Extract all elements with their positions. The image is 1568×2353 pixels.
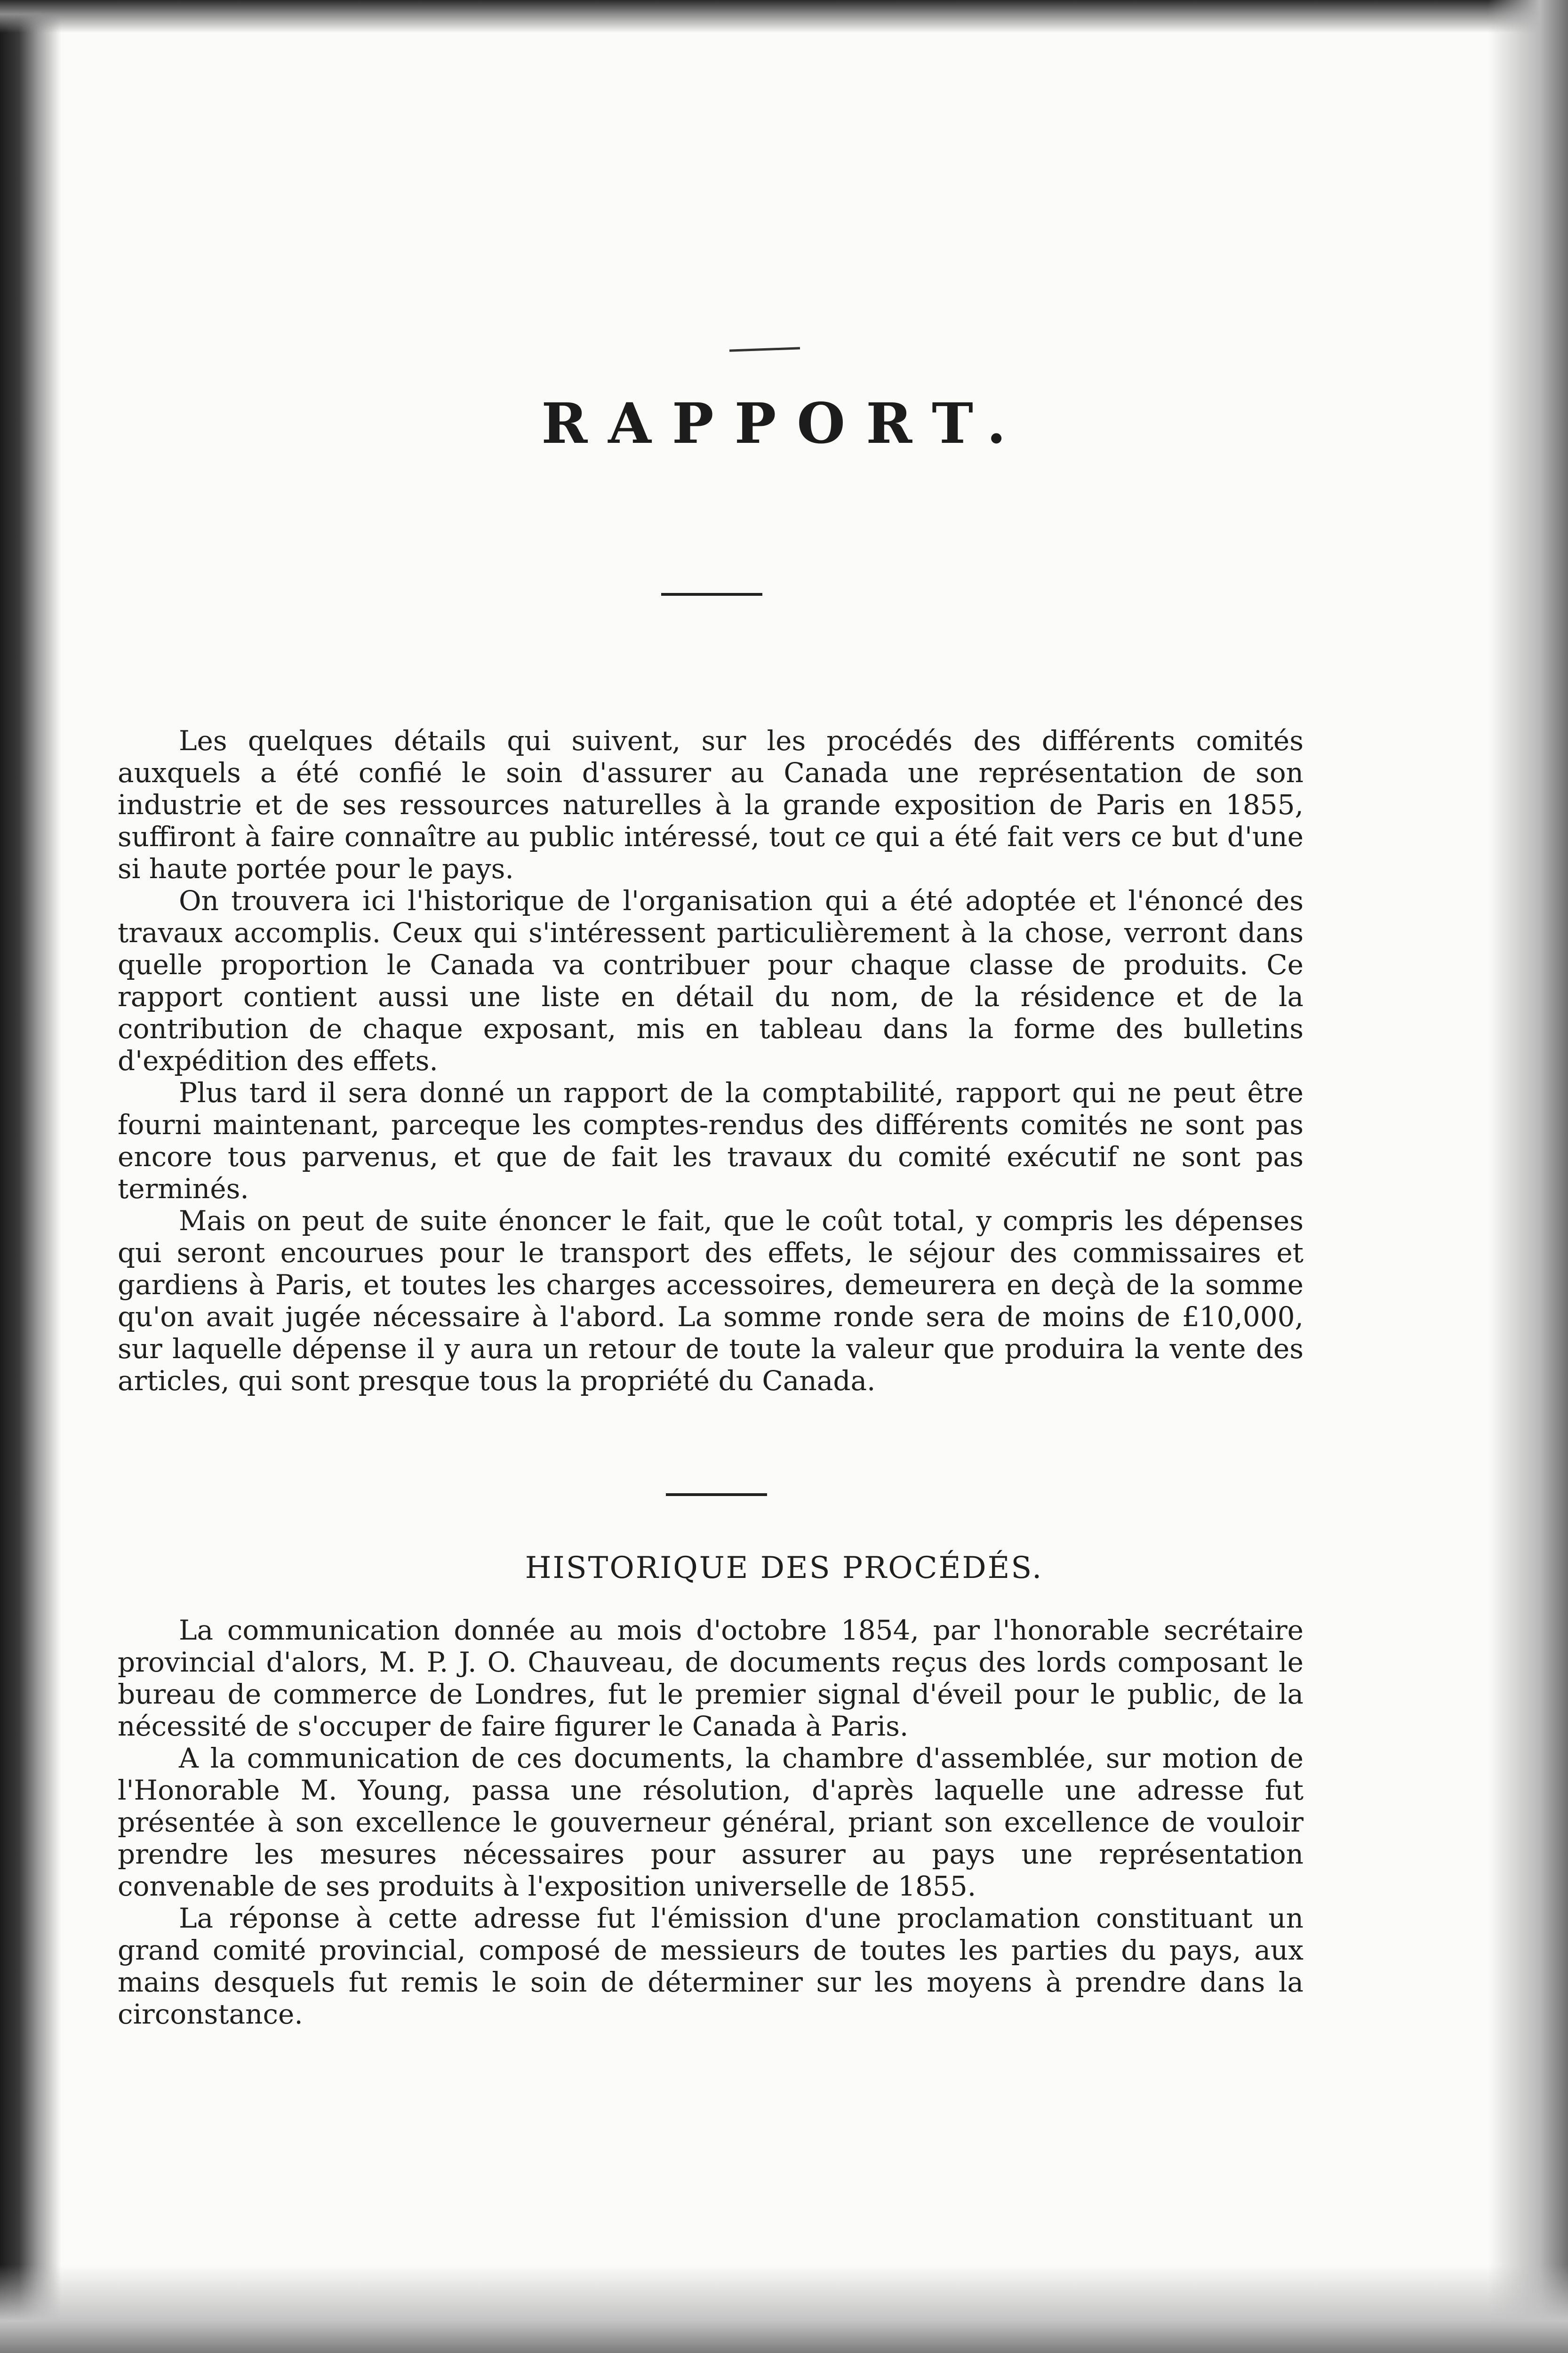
section-heading: HISTORIQUE DES PROCÉDÉS.	[525, 1551, 1043, 1585]
paragraph: La réponse à cette adresse fut l'émission d'une proclamation constituant un grand comité provincial, composé de messieurs de toutes les parties du pays, aux mains desquels fut remis le soin de déterminer sur les moyens à prendre dans la circonstance.	[118, 1902, 1304, 2030]
intro-text	[118, 725, 1304, 1397]
scan-shadow-bottom	[0, 2265, 1568, 2353]
paragraph: Plus tard il sera donné un rapport de la comptabilité, rapport qui ne peut être fourni maintenant, parceque les comptes-rendus des différents comités ne sont pas encore tous parvenus, et que de fait les travaux du comité exécutif ne sont pas terminés.	[118, 1077, 1304, 1205]
top-ornament-stroke	[729, 347, 800, 352]
paragraph: A la communication de ces documents, la chambre d'assemblée, sur motion de l'Honorable M. Young, passa une résolution, d'après laquelle une adresse fut présentée à son excellence le gouverneur général, priant son excellence de vouloir prendre les mesures nécessaires pour assurer au pays une représentation convenable de ses produits à l'exposition universelle de 1855.	[118, 1742, 1304, 1902]
divider-rule	[666, 1493, 767, 1496]
paragraph: Mais on peut de suite énoncer le fait, que le coût total, y compris les dépenses qui seront encourues pour le transport des effets, le séjour des commissaires et gardiens à Paris, et toutes les charges accessoires, demeurera en deçà de la somme qu'on avait jugée nécessaire à l'abord. La somme ronde sera de moins de £10,000, sur laquelle dépense il y aura un retour de toute la valeur que produira la vente des articles, qui sont presque tous la propriété du Canada.	[118, 1205, 1304, 1397]
scan-shadow-left	[0, 0, 61, 2353]
divider-rule	[661, 593, 762, 596]
scan-shadow-top	[0, 0, 1568, 33]
history-text	[118, 1614, 1304, 2030]
paragraph: On trouvera ici l'historique de l'organisation qui a été adoptée et l'énoncé des travaux accomplis. Ceux qui s'intéressent particulièrement à la chose, verront dans quelle proportion le Canada va contribuer pour chaque classe de produits. Ce rapport contient aussi une liste en détail du nom, de la résidence et de la contribution de chaque exposant, mis en tableau dans la forme des bulletins d'expédition des effets.	[118, 885, 1304, 1077]
paragraph: La communication donnée au mois d'octobre 1854, par l'honorable secrétaire provincial d'alors, M. P. J. O. Chauveau, de documents reçus des lords composant le bureau de commerce de Londres, fut le premier signal d'éveil pour le public, de la nécessité de s'occuper de faire figurer le Canada à Paris.	[118, 1614, 1304, 1742]
scan-shadow-right	[1488, 0, 1568, 2353]
paragraph: Les quelques détails qui suivent, sur les procédés des différents comités auxquels a été confié le soin d'assurer au Canada une représentation de son industrie et de ses ressources naturelles à la grande exposition de Paris en 1855, suffiront à faire connaître au public intéressé, tout ce qui a été fait vers ce but d'une si haute portée pour le pays.	[118, 725, 1304, 885]
page-title: RAPPORT.	[541, 391, 1027, 456]
